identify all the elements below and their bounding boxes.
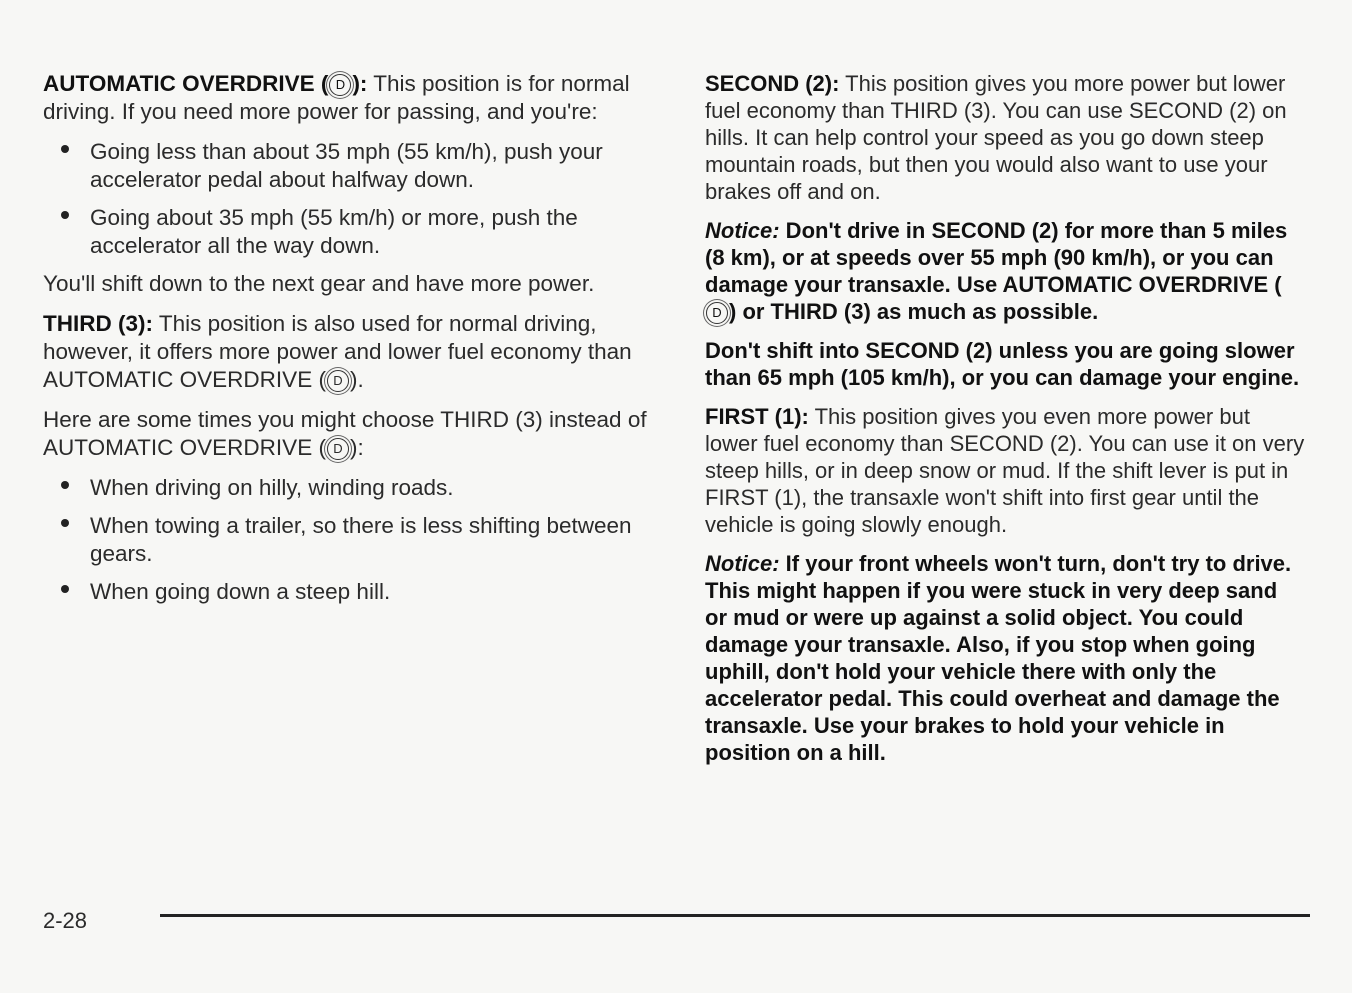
list-item: Going about 35 mph (55 km/h) or more, push the accelerator all the way down. [43, 204, 655, 260]
first-paragraph: FIRST (1): This position gives you even more power but lower fuel economy than SECOND (2). You can use it on very steep hills, or in deep snow or mud. If the shift lever is put in FIRST (1), the transaxle won't shift into first gear until the vehicle is going slowly enough. [705, 404, 1305, 537]
second-label: SECOND (2): [705, 71, 840, 96]
third-label: THIRD (3): [43, 311, 153, 336]
overdrive-d-icon: D [329, 74, 351, 96]
footer-rule [160, 914, 1310, 917]
right-column [705, 70, 1305, 778]
notice-second-gear-engine: Don't shift into SECOND (2) unless you are going slower than 65 mph (105 km/h), or you can damage your engine. [705, 338, 1300, 390]
left-column [43, 70, 655, 616]
automatic-overdrive-paragraph [43, 70, 655, 126]
notice-label: Notice: [705, 218, 780, 243]
list-item: When going down a steep hill. [43, 578, 655, 606]
list-item: When towing a trailer, so there is less shifting between gears. [43, 512, 655, 568]
automatic-overdrive-text: This position is for normal driving. If you need more power for passing, and you're: [43, 71, 630, 124]
third-bullet-list [43, 474, 655, 606]
notice-front-wheels: Notice: If your front wheels won't turn, don't try to drive. This might happen if you were stuck in very deep sand or mud or were up against a solid object. You could damage your transaxle. Also, if you stop when going uphill, don't hold your vehicle there with only the accelerator pedal. This could overheat and damage the transaxle. Use your brakes to hold your vehicle in position on a hill. [705, 551, 1292, 765]
overdrive-d-icon: D [327, 438, 349, 460]
automatic-overdrive-label: AUTOMATIC OVERDRIVE ( D ): [43, 71, 368, 96]
passing-bullet-list [43, 138, 655, 260]
bullet-icon [61, 481, 69, 489]
overdrive-d-icon: D [706, 302, 728, 324]
choose-third-paragraph: Here are some times you might choose THIRD (3) instead of AUTOMATIC OVERDRIVE ( D ): [43, 407, 647, 460]
list-item: When driving on hilly, winding roads. [43, 474, 655, 502]
bullet-icon [61, 211, 69, 219]
list-item: Going less than about 35 mph (55 km/h), push your accelerator pedal about halfway down. [43, 138, 655, 194]
notice-label: Notice: [705, 551, 780, 576]
bullet-icon [61, 519, 69, 527]
bullet-icon [61, 145, 69, 153]
shift-down-paragraph: You'll shift down to the next gear and have more power. [43, 271, 595, 296]
notice-second-gear: Notice: Don't drive in SECOND (2) for more than 5 miles (8 km), or at speeds over 55 mph (90 km/h), or you can damage your transaxle. Use AUTOMATIC OVERDRIVE (D ) or THIRD (3) as much as possible. [705, 218, 1288, 324]
first-label: FIRST (1): [705, 404, 809, 429]
page-number: 2-28 [43, 908, 88, 933]
overdrive-d-icon: D [327, 370, 349, 392]
second-paragraph: SECOND (2): This position gives you more power but lower fuel economy than THIRD (3). You can use SECOND (2) on hills. It can help control your speed as you go down steep mountain roads, but then you would also want to use your brakes off and on. [705, 71, 1287, 204]
third-paragraph: THIRD (3): This position is also used for normal driving, however, it offers more power and lower fuel economy than AUTOMATIC OVERDRIVE ( D ). [43, 311, 632, 392]
bullet-icon [61, 585, 69, 593]
